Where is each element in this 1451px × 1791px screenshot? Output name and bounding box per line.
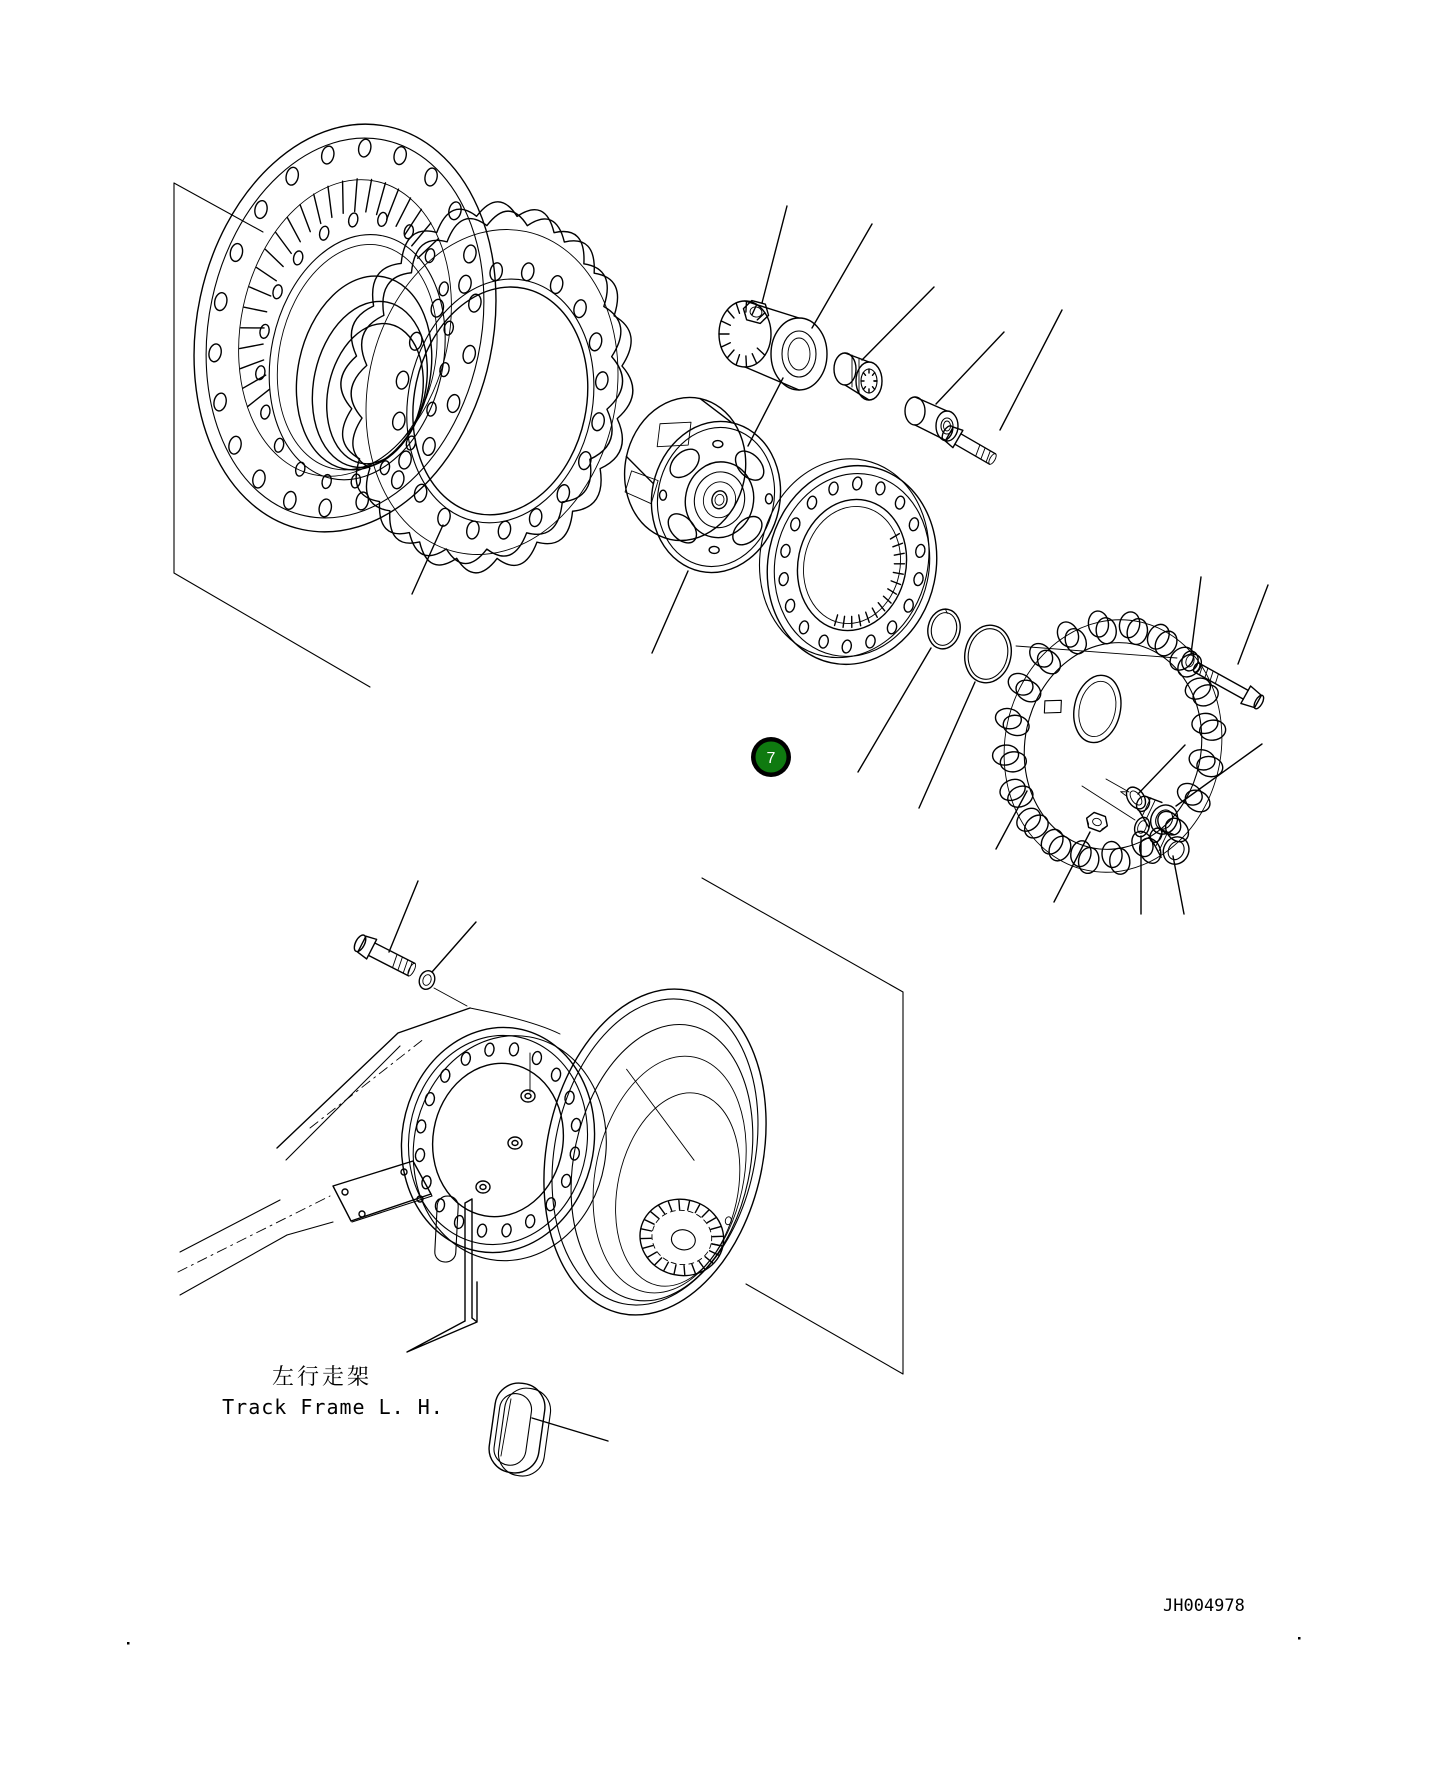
spline-coupling bbox=[834, 353, 882, 400]
hex-plug bbox=[1084, 811, 1110, 834]
corner-dot-right bbox=[1298, 1637, 1301, 1640]
sprocket bbox=[308, 177, 666, 597]
final-drive-hub-drum bbox=[157, 96, 532, 561]
track-frame bbox=[178, 1008, 625, 1352]
roller-bearing bbox=[719, 301, 827, 390]
assembly-plane-lines bbox=[174, 183, 903, 1374]
frame-inner-bolts bbox=[476, 1090, 535, 1193]
ring-gear bbox=[740, 443, 956, 680]
final-drive-housing bbox=[515, 968, 795, 1336]
frame-bolt bbox=[351, 931, 419, 980]
snap-ring bbox=[924, 606, 964, 652]
drawing-code: JH004978 bbox=[1163, 1596, 1245, 1616]
o-ring bbox=[959, 621, 1016, 687]
callout-number: 7 bbox=[766, 750, 776, 767]
hex-bolt bbox=[939, 422, 1000, 469]
corner-dot-left bbox=[127, 1642, 130, 1645]
pin-bushing bbox=[905, 397, 958, 441]
track-frame-label-jp: 左行走架 bbox=[271, 1365, 373, 1390]
oval-cover-plug bbox=[486, 1380, 554, 1479]
track-frame-label-en: Track Frame L. H. bbox=[222, 1395, 444, 1419]
sprocket-cover-disc bbox=[968, 589, 1251, 897]
callout-7[interactable] bbox=[751, 737, 791, 777]
